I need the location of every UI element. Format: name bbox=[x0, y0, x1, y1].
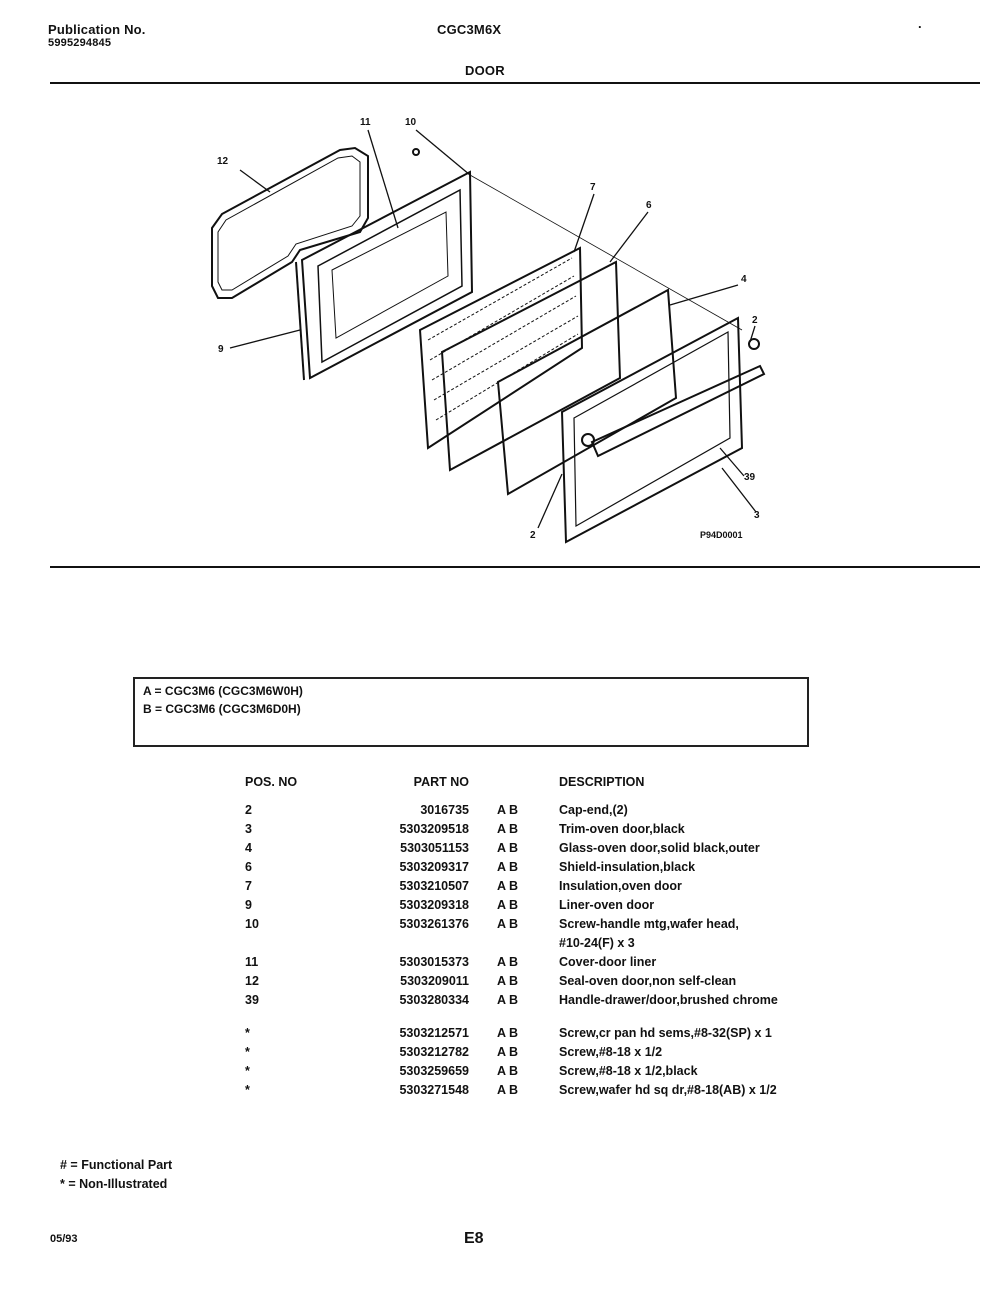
row-part-no bbox=[357, 1010, 497, 1024]
row-models: A B bbox=[497, 1045, 519, 1059]
row-description: #10-24(F) x 3 bbox=[559, 936, 635, 950]
legend-line-b: B = CGC3M6 (CGC3M6D0H) bbox=[143, 702, 301, 716]
corner-mark: . bbox=[918, 16, 922, 31]
table-row bbox=[245, 953, 849, 972]
row-description: Shield-insulation,black bbox=[559, 860, 696, 874]
row-description: Trim-oven door,black bbox=[559, 822, 685, 836]
row-description: Glass-oven door,solid black,outer bbox=[559, 841, 760, 855]
parts-table-header bbox=[245, 773, 849, 801]
door-exploded-diagram bbox=[0, 0, 1000, 580]
row-models: A B bbox=[497, 860, 519, 874]
row-description: Seal-oven door,non self-clean bbox=[559, 974, 737, 988]
footnote-functional: # = Functional Part bbox=[60, 1158, 173, 1172]
publication-label: Publication No. bbox=[48, 22, 146, 37]
callout-6: 6 bbox=[646, 200, 652, 211]
row-part-no: 5303015373 bbox=[399, 955, 469, 969]
row-part-no: 5303209317 bbox=[399, 860, 469, 874]
row-models: A B bbox=[497, 993, 519, 1007]
callout-4: 4 bbox=[741, 274, 747, 285]
row-pos: * bbox=[245, 1083, 250, 1097]
row-pos: 2 bbox=[245, 803, 252, 817]
table-row bbox=[245, 934, 849, 953]
table-row bbox=[245, 991, 849, 1010]
row-description: Screw,#8-18 x 1/2,black bbox=[559, 1064, 698, 1078]
callout-7: 7 bbox=[590, 182, 596, 193]
footer-date: 05/93 bbox=[50, 1233, 78, 1245]
table-row bbox=[245, 972, 849, 991]
table-row bbox=[245, 1062, 849, 1081]
model-legend-box bbox=[133, 677, 809, 747]
row-part-no: 5303051153 bbox=[400, 841, 469, 855]
header-pos: POS. NO bbox=[245, 775, 298, 789]
row-part-no: 5303259659 bbox=[399, 1064, 469, 1078]
table-row bbox=[245, 915, 849, 934]
header-part: PART NO bbox=[413, 775, 469, 789]
table-row bbox=[245, 1081, 849, 1100]
row-models: A B bbox=[497, 917, 519, 931]
row-description: Screw,cr pan hd sems,#8-32(SP) x 1 bbox=[559, 1026, 772, 1040]
row-part-no: 5303261376 bbox=[399, 917, 469, 931]
table-row bbox=[245, 896, 849, 915]
row-pos: * bbox=[245, 1026, 250, 1040]
row-description: Screw,#8-18 x 1/2 bbox=[559, 1045, 663, 1059]
row-description: Cap-end,(2) bbox=[559, 803, 628, 817]
row-models: A B bbox=[497, 898, 519, 912]
table-row bbox=[245, 820, 849, 839]
row-description bbox=[559, 1010, 849, 1024]
row-pos: 9 bbox=[245, 898, 252, 912]
liner-part bbox=[302, 172, 472, 378]
row-pos: 12 bbox=[245, 974, 259, 988]
row-part-no: 5303271548 bbox=[399, 1083, 469, 1097]
row-models: A B bbox=[497, 974, 519, 988]
callout-9: 9 bbox=[218, 344, 224, 355]
callout-11: 11 bbox=[360, 117, 371, 128]
row-models bbox=[497, 1010, 559, 1024]
row-pos: 4 bbox=[245, 841, 252, 855]
table-row bbox=[245, 801, 849, 820]
table-row bbox=[245, 858, 849, 877]
row-models: A B bbox=[497, 1064, 519, 1078]
publication-number: 5995294845 bbox=[48, 37, 112, 49]
table-row bbox=[245, 1010, 849, 1024]
row-models: A B bbox=[497, 955, 519, 969]
table-row bbox=[245, 839, 849, 858]
row-models: A B bbox=[497, 822, 519, 836]
header-models bbox=[497, 773, 559, 801]
row-part-no: 5303280334 bbox=[399, 993, 469, 1007]
row-part-no: 5303209318 bbox=[399, 898, 469, 912]
callout-3: 3 bbox=[754, 510, 760, 521]
callout-12: 12 bbox=[217, 156, 229, 167]
row-part-no: 5303212571 bbox=[399, 1026, 469, 1040]
callout-2-bottom: 2 bbox=[530, 530, 536, 541]
parts-table bbox=[245, 773, 849, 1100]
row-part-no: 5303209011 bbox=[400, 974, 469, 988]
table-row bbox=[245, 877, 849, 896]
callout-39: 39 bbox=[744, 472, 756, 483]
row-pos: 10 bbox=[245, 917, 259, 931]
row-description: Liner-oven door bbox=[559, 898, 655, 912]
row-description: Insulation,oven door bbox=[559, 879, 682, 893]
row-description: Handle-drawer/door,brushed chrome bbox=[559, 993, 778, 1007]
row-part-no: 5303212782 bbox=[399, 1045, 469, 1059]
row-description: Cover-door liner bbox=[559, 955, 657, 969]
table-row bbox=[245, 1043, 849, 1062]
row-models: A B bbox=[497, 841, 519, 855]
row-part-no: 5303209518 bbox=[399, 822, 469, 836]
row-models: A B bbox=[497, 1026, 519, 1040]
page-number: E8 bbox=[464, 1230, 484, 1247]
row-models: A B bbox=[497, 803, 519, 817]
table-row bbox=[245, 1024, 849, 1043]
row-pos: 3 bbox=[245, 822, 252, 836]
glass-part bbox=[498, 290, 676, 494]
row-part-no: 5303210507 bbox=[399, 879, 469, 893]
row-models: A B bbox=[497, 879, 519, 893]
callout-2-top: 2 bbox=[752, 315, 758, 326]
legend-line-a: A = CGC3M6 (CGC3M6W0H) bbox=[143, 684, 303, 698]
callout-10: 10 bbox=[405, 117, 417, 128]
row-part-no bbox=[357, 934, 497, 953]
row-description: Screw,wafer hd sq dr,#8-18(AB) x 1/2 bbox=[559, 1083, 777, 1097]
row-pos: * bbox=[245, 1064, 250, 1078]
section-title: DOOR bbox=[465, 63, 505, 78]
figure-code: P94D0001 bbox=[700, 530, 743, 540]
row-pos: 7 bbox=[245, 879, 252, 893]
row-models: A B bbox=[497, 1083, 519, 1097]
row-pos bbox=[245, 1010, 357, 1024]
row-part-no: 3016735 bbox=[420, 803, 469, 817]
row-pos bbox=[245, 934, 357, 953]
seal-part bbox=[212, 148, 368, 298]
row-pos: * bbox=[245, 1045, 250, 1059]
row-pos: 39 bbox=[245, 993, 259, 1007]
row-pos: 6 bbox=[245, 860, 252, 874]
row-description: Screw-handle mtg,wafer head, bbox=[559, 917, 739, 931]
parts-table-body bbox=[245, 801, 849, 1100]
row-models bbox=[497, 934, 559, 953]
footnote-non-illustrated: * = Non-Illustrated bbox=[60, 1177, 168, 1191]
header-desc: DESCRIPTION bbox=[559, 775, 645, 789]
diagram-rule bbox=[50, 566, 980, 568]
row-pos: 11 bbox=[245, 955, 259, 969]
model-number: CGC3M6X bbox=[437, 22, 502, 37]
